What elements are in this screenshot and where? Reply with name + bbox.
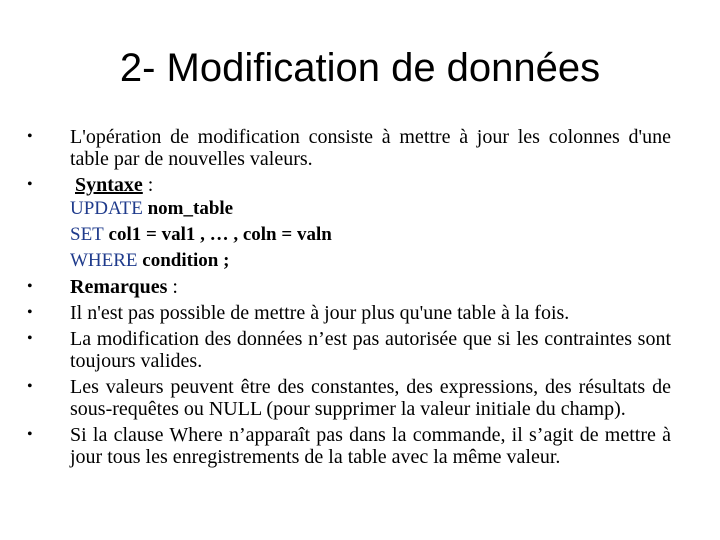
bullet-icon: •: [27, 378, 33, 395]
remarks-item: [27, 276, 671, 298]
remark-text: La modification des données n’est pas autorisée que si les contraintes sont toujours valides.: [70, 328, 671, 372]
bullet-icon: •: [27, 426, 33, 443]
bullet-icon: •: [27, 176, 33, 193]
remark-item: [27, 376, 671, 420]
slide-title: 2- Modification de données: [119, 46, 601, 90]
slide-content: [27, 126, 671, 468]
where-keyword: WHERE: [70, 250, 138, 271]
set-keyword: SET: [70, 224, 104, 245]
update-keyword: UPDATE: [70, 198, 143, 219]
bullet-icon: •: [27, 128, 33, 145]
update-rest: nom_table: [142, 198, 234, 219]
remark-item: [27, 424, 671, 468]
remark-item: [27, 328, 671, 372]
remarks-suffix: :: [167, 276, 178, 298]
remarks-label: Remarques: [70, 276, 168, 298]
bullet-icon: •: [27, 278, 33, 295]
remark-item: [27, 302, 671, 324]
syntax-update-line: [27, 196, 671, 222]
set-rest: col1 = val1 , … , coln = valn: [103, 224, 332, 245]
where-rest: condition ;: [137, 250, 230, 271]
remark-text: Les valeurs peuvent être des constantes, des expressions, des résultats de sous-requêtes ou NULL (pour supprimer la valeur initiale du champ).: [70, 376, 671, 420]
bullet-icon: •: [27, 304, 33, 321]
remark-text: Il n'est pas possible de mettre à jour plus qu'une table à la fois.: [70, 302, 570, 324]
syntax-item: [27, 174, 671, 196]
bullet-icon: •: [27, 330, 33, 347]
syntax-set-line: [27, 222, 671, 248]
intro-item: [27, 126, 671, 170]
intro-text: L'opération de modification consiste à mettre à jour les colonnes d'une table par de nouvelles valeurs.: [70, 126, 671, 170]
remark-text: Si la clause Where n’apparaît pas dans la commande, il s’agit de mettre à jour tous les enregistrements de la table avec la même valeur.: [70, 424, 671, 468]
syntax-where-line: [27, 248, 671, 274]
syntax-label: Syntaxe: [75, 174, 143, 196]
syntax-suffix: :: [142, 174, 154, 196]
